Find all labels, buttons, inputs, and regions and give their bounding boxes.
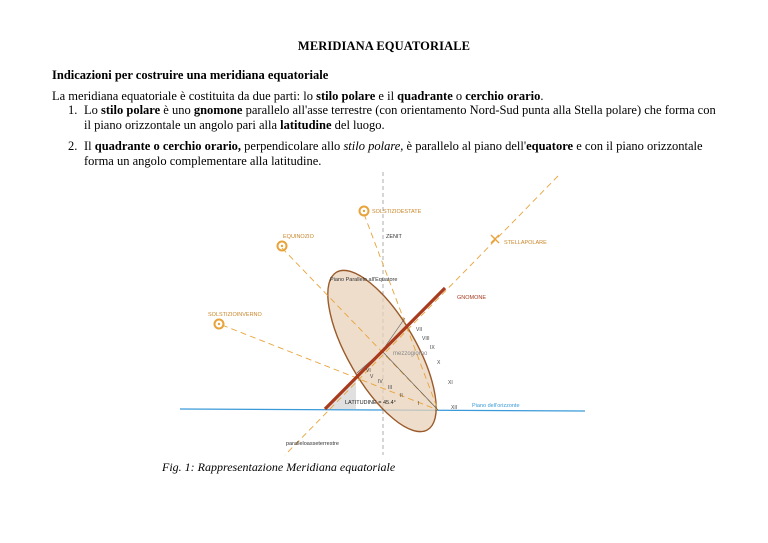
label-equinozio: EQUINOZIO xyxy=(283,234,314,240)
label-asse-terrestre: paralleloasseterrestre xyxy=(286,441,339,447)
intro-paragraph: La meridiana equatoriale è costituita da due parti: lo stilo polare e il quadrante o cerchio orario. xyxy=(52,89,544,103)
label-mezzogiorno: mezzogiorno xyxy=(393,351,428,357)
label-stella-polare: STELLAPOLARE xyxy=(504,240,547,246)
hour-label: XI xyxy=(448,380,453,386)
hour-label: V xyxy=(370,374,374,380)
list-item: 1. Lo stilo polare è uno gnomone parallelo all'asse terrestre (con orientamento Nord-Sud punta alla Stella polare) che forma con il piano orizzontale un angolo pari alla latitudine del luogo. xyxy=(68,103,716,132)
label-gnomone: GNOMONE xyxy=(457,295,487,301)
label-piano-orizzonte: Piano dell'orizzonte xyxy=(472,403,520,409)
star-polaris-icon xyxy=(491,235,499,243)
label-piano-equatore: Piano Parallelo all'Equatore xyxy=(330,277,398,283)
hour-label: VI xyxy=(366,368,371,374)
hour-label: III xyxy=(388,385,393,391)
hour-label: XII xyxy=(451,405,458,411)
section-subtitle: Indicazioni per costruire una meridiana equatoriale xyxy=(52,68,329,82)
hour-label: VII xyxy=(416,327,423,333)
list-item: 2. Il quadrante o cerchio orario, perpendicolare allo stilo polare, è parallelo al piano dell'equatore e con il piano orizzontale forma un angolo complementare alla latitudine. xyxy=(68,139,703,168)
figure-caption: Fig. 1: Rappresentazione Meridiana equatoriale xyxy=(162,460,396,474)
hour-label: IX xyxy=(430,345,435,351)
hour-label: X xyxy=(437,360,441,366)
hour-label: I xyxy=(418,401,420,407)
page-title: MERIDIANA EQUATORIALE xyxy=(297,39,471,53)
hour-label: II xyxy=(400,393,403,399)
label-solstizio-inverno: SOLSTIZIOINVERNO xyxy=(208,312,262,318)
hour-label: VIII xyxy=(422,336,430,342)
label-latitudine: LATITUDINE = 45.4° xyxy=(345,400,396,406)
sun-equinozio-icon xyxy=(278,242,287,251)
label-zenit: ZENIT xyxy=(386,234,402,240)
sun-solstizio-inverno-icon xyxy=(215,320,224,329)
hour-label: IV xyxy=(378,379,383,385)
label-solstizio-estate: SOLSTIZIOESTATE xyxy=(372,209,422,215)
